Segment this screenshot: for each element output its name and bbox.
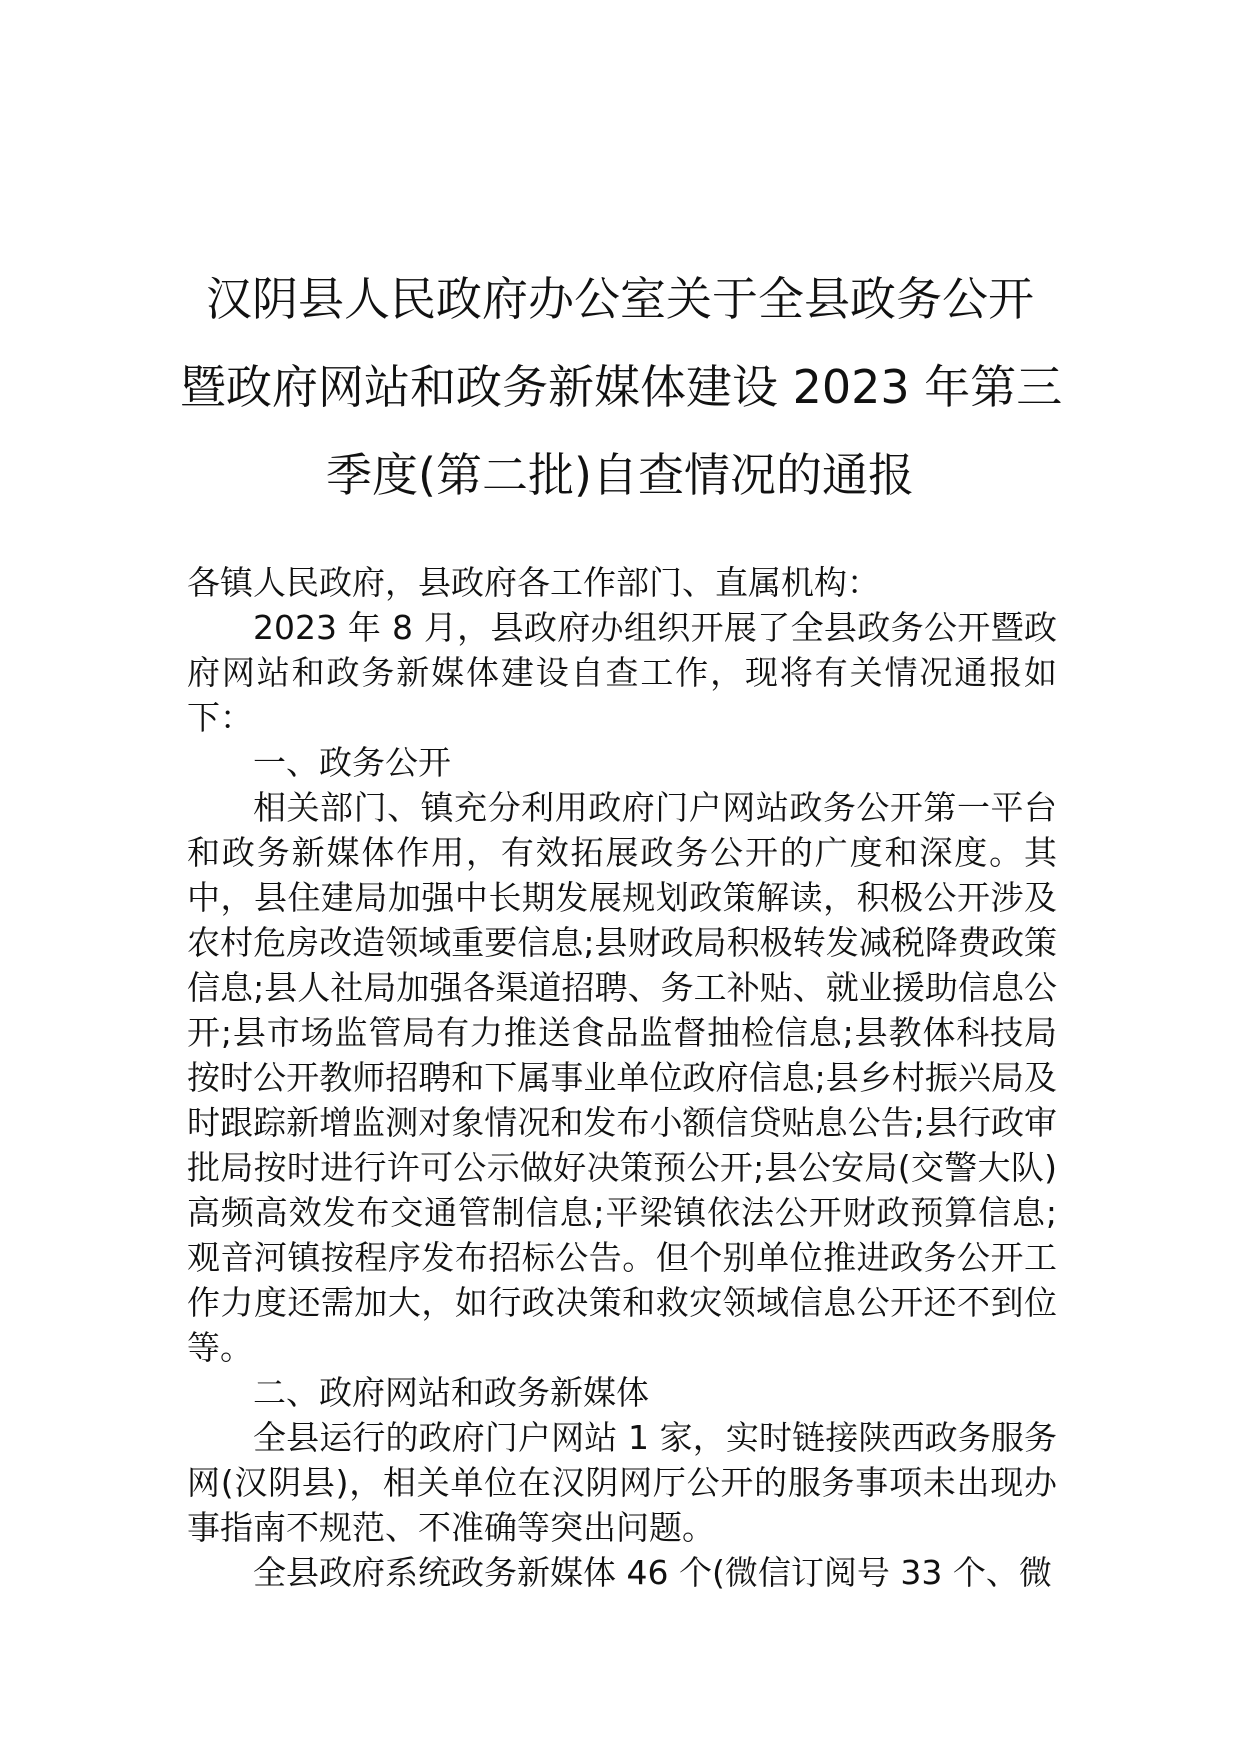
section-2-paragraph-2: 全县政府系统政务新媒体 46 个(微信订阅号 33 个、微 [253,1553,1052,1592]
document-body [187,560,1057,1595]
section-2-heading: 二、政府网站和政务新媒体 [253,1373,649,1412]
salutation: 各镇人民政府，县政府各工作部门、直属机构： [187,563,880,602]
document-title [180,255,1063,519]
title-line-3: 季度(第二批)自查情况的通报 [326,448,914,502]
section-2-paragraph-1: 全县运行的政府门户网站 1 家，实时链接陕西政务服务网(汉阴县)，相关单位在汉阴网厅公开的服务事项未出现办事指南不规范、不准确等突出问题。 [187,1418,1057,1547]
section-1-paragraph: 相关部门、镇充分利用政府门户网站政务公开第一平台和政务新媒体作用，有效拓展政务公开的广度和深度。其中，县住建局加强中长期发展规划政策解读，积极公开涉及农村危房改造领域重要信息;县财政局积极转发减税降费政策信息;县人社局加强各渠道招聘、务工补贴、就业援助信息公开;县市场监管局有力推送食品监督抽检信息;县教体科技局按时公开教师招聘和下属事业单位政府信息;县乡村振兴局及时跟踪新增监测对象情况和发布小额信贷贴息公告;县行政审批局按时进行许可公示做好决策预公开;县公安局(交警大队)高频高效发布交通管制信息;平梁镇依法公开财政预算信息;观音河镇按程序发布招标公告。但个别单位推进政务公开工作力度还需加大，如行政决策和救灾领域信息公开还不到位等。 [187,788,1057,1367]
title-line-1: 汉阴县人民政府办公室关于全县政务公开 [206,272,1034,326]
title-line-2: 暨政府网站和政务新媒体建设 2023 年第三 [180,360,1063,414]
intro-paragraph: 2023 年 8 月，县政府办组织开展了全县政务公开暨政府网站和政务新媒体建设自查工作，现将有关情况通报如下： [187,608,1057,737]
section-1-heading: 一、政务公开 [253,743,451,782]
